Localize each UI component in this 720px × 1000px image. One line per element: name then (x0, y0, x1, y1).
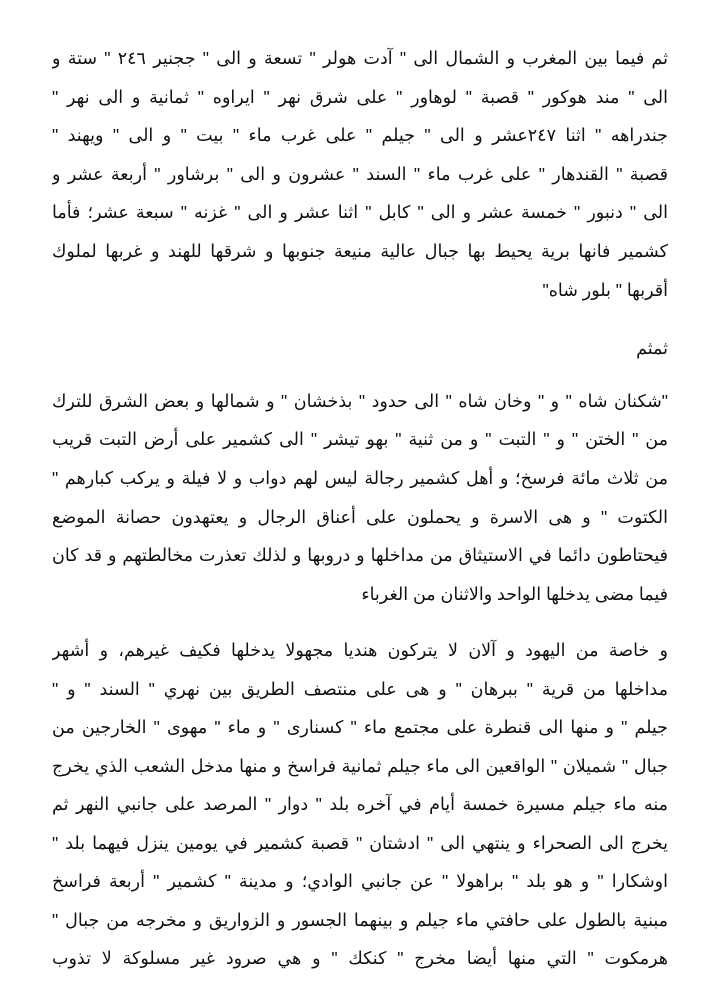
text-line: مبنية بالطول على حافتي ماء جيلم و بينهما الجسور و الزواريق و مخرجه من جبال " (52, 910, 668, 930)
document-page (52, 0, 668, 1000)
text-line: مداخلها من قرية " ببرهان " و هى على منتصف الطريق بين نهري " السند " و " (52, 679, 668, 699)
text-line: جندراهه " اثنا ۲٤۷عشر و الى " جيلم " على غرب ماء " بيت " و الى " ويهند " (52, 125, 668, 145)
text-line: كشمير فانها برية يحيط بها جبال عالية منيعة جنوبها و شرقها للهند و غربها لملوك (52, 241, 668, 261)
text-line: قصبة " القندهار " على غرب ماء " السند " عشرون و الى " برشاور " أربعة عشر و (52, 164, 668, 184)
text-line: الكتوت " و هى الاسرة و يحملون على أعناق الرجال و يعتهدون حصانة الموضع (52, 507, 668, 527)
text-line: الى " دنبور " خمسة عشر و الى " كابل " اثنا عشر و الى " غزنه " سبعة عشر؛ فأما (52, 202, 668, 222)
text-line: جيلم " و منها الى قنطرة على مجتمع ماء " كسنارى " و ماء " مهوى " الخارجين من (52, 717, 668, 737)
text-line: من " الختن " و " التبت " و من ثنية " بهو تيشر " الى كشمير على أرض التبت قريب (52, 429, 668, 449)
text-line: "شكنان شاه " و " وخان شاه " الى حدود " بذخشان " و شمالها و بعض الشرق للترك (52, 391, 668, 411)
text-line: هرمكوت " التي منها أيضا مخرج " كنكك " و هي صرود غير مسلوكة لا تذوب (52, 948, 668, 968)
text-line: فيحتاطون دائما في الاستيثاق من مداخلها و دروبها و لذلك تعذرت مخالطتهم و قد كان (52, 545, 668, 565)
text-line: أقربها " بلور شاه" (542, 280, 668, 300)
text-line: من ثلاث مائة فرسخ؛ و أهل كشمير رجالة ليس لهم دواب و لا فيلة و يركب كبارهم " (52, 468, 668, 488)
text-line: ثم فيما بين المغرب و الشمال الى " آدت هولر " تسعة و الى " ججنير ۲٤٦ " ستة و (52, 48, 668, 68)
text-line: منه ماء جيلم مسيرة خمسة أيام في آخره بلد " دوار " المرصد على جانبي النهر ثم (52, 794, 668, 814)
text-line: اوشكارا " و هو بلد " براهولا " عن جانبي الوادي؛ و مدينة " كشمير " أربعة فراسخ (52, 871, 668, 891)
text-line: ثمثم (636, 338, 668, 358)
text-line: فيما مضى يدخلها الواحد والاثنان من الغرباء (361, 584, 668, 604)
text-line: الى " مند هوكور " قصبة " لوهاور " على شرق نهر " ايراوه " ثمانية و الى نهر " (52, 87, 668, 107)
text-line: يخرج الى الصحراء و ينتهي الى " ادشتان " قصبة كشمير في يومين ينزل فيهما بلد " (52, 833, 668, 853)
text-line: و خاصة من اليهود و آلان لا يتركون هنديا مجهولا يدخلها فكيف غيرهم، و أشهر (52, 640, 668, 660)
text-line: جبال " شميلان " الواقعين الى ماء جيلم ثمانية فراسخ و منها مدخل الشعب الذي يخرج (52, 756, 668, 776)
